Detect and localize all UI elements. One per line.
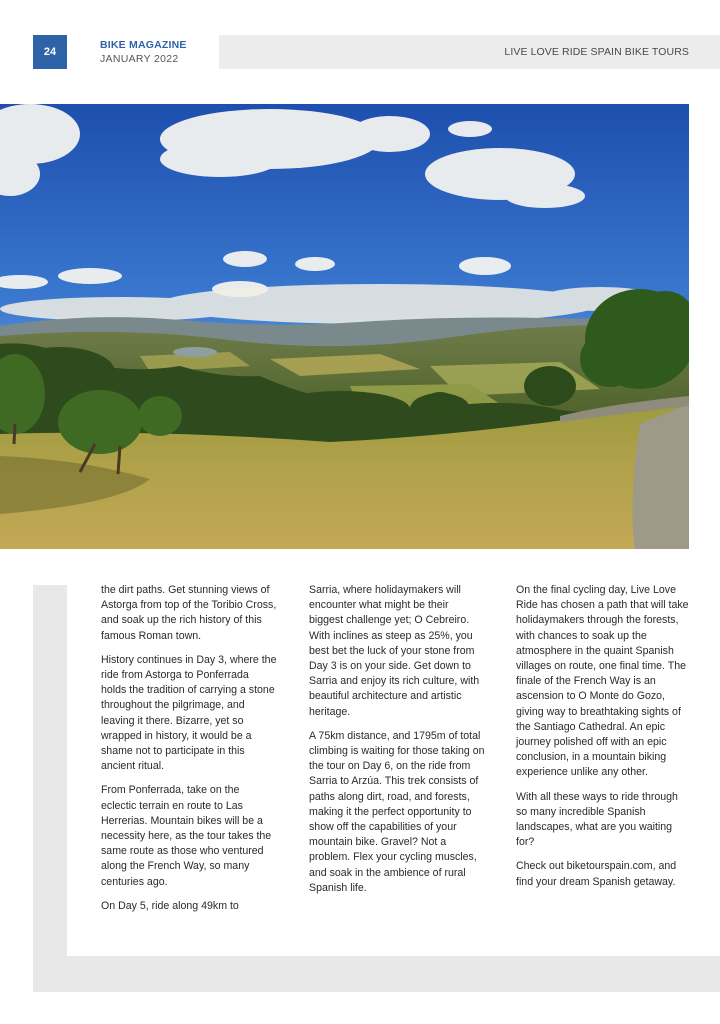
issue-date: JANUARY 2022 — [100, 53, 179, 65]
landscape-photo — [0, 104, 689, 549]
paragraph: A 75km distance, and 1795m of total climbing is waiting for those taking on the tour on Day 6, on the ride from Sarria to Arzúa. This trek consists of paths along dirt, road, and forests, making it the perfect opportunity to show off the capabilities of your mountain bike. Gravel? Not a problem. Flex your cycling muscles, and soak in the ambience of rural Spanish life. — [309, 729, 485, 894]
header-tagline: LIVE LOVE RIDE SPAIN BIKE TOURS — [504, 46, 689, 58]
paragraph: With all these ways to ride through so many incredible Spanish landscapes, what are you waiting for? — [516, 790, 678, 849]
paragraph: Check out biketourspain.com, and find your dream Spanish getaway. — [516, 860, 677, 888]
text-column-1 — [101, 583, 277, 923]
magazine-name: BIKE MAGAZINE — [100, 39, 187, 51]
paragraph: the dirt paths. Get stunning views of Astorga from top of the Toribio Cross, and soak up the rich history of this famous Roman town. — [101, 584, 277, 642]
text-column-3 — [516, 583, 692, 899]
paragraph: History continues in Day 3, where the ride from Astorga to Ponferrada holds the tradition of carrying a stone throughout the pilgrimage, and leaving it there. Bizarre, yet so wrapped in history, it would be a shame not to participate in this ancient ritual. — [101, 653, 277, 773]
left-decor-band — [33, 585, 67, 992]
paragraph: From Ponferrada, take on the eclectic terrain en route to Las Herrerias. Mountain bikes will be a necessity here, as the tour takes the same route as those who ventured along the French Way, so many centuries ago. — [101, 784, 272, 888]
magazine-masthead — [100, 38, 187, 66]
text-column-2 — [309, 583, 485, 905]
page-number-badge — [33, 35, 67, 69]
header-bar — [219, 35, 720, 69]
paragraph: On Day 5, ride along 49km to — [101, 899, 239, 912]
bottom-decor-band — [33, 956, 720, 992]
paragraph: Sarria, where holidaymakers will encounter what might be their biggest challenge yet; O Cebreiro. With inclines as steep as 25%, you best bet the luck of your stone from Day 3 is on your side. Get down to Sarria and enjoy its rich culture, with beautiful architecture and artistic heritage. — [309, 584, 480, 718]
paragraph: On the final cycling day, Live Love Ride has chosen a path that will take holidaymakers through the forests, with chances to soak up the atmosphere in the quaint Spanish villages on route, one final time. The finale of the French Way is an ascension to O Monte do Gozo, giving way to breathtaking sights of the Santiago Cathedral. An epic journey polished off with an epic conclusion, in a mountain biking experience unlike any other. — [516, 584, 689, 779]
page-number: 24 — [43, 46, 57, 58]
